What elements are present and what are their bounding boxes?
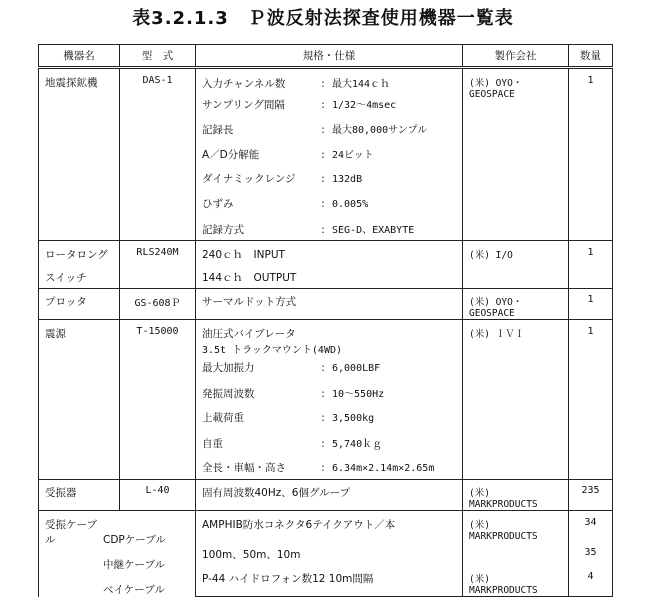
spec-value: 0.005% (332, 198, 369, 210)
table-row: サンプリング間隔 : 1/32〜4msec (39, 92, 613, 117)
maker-cell: (米) MARKPRODUCTS (463, 510, 569, 542)
type-cell: L-40 (120, 479, 196, 510)
spec-value: 132dB (332, 173, 363, 185)
type-cell: RLS240M (120, 241, 196, 289)
maker-cell: (米) I/O (463, 241, 569, 289)
name-cell: 震源 (39, 320, 120, 480)
maker-cell: (米) MARKPRODUCTS (463, 566, 569, 597)
spec-key: 上載荷重 (202, 412, 244, 424)
cable-sub-name: CDPケーブル (103, 533, 166, 546)
qty-cell: 1 (569, 68, 613, 241)
table-row: 発振周波数 : 10〜550Hz (39, 381, 613, 406)
spec-value: 1/32〜4msec (332, 99, 397, 111)
spec-key: 全長・車幅・高さ (202, 462, 286, 474)
maker-cell: (米) OYO・GEOSPACE (463, 289, 569, 320)
spec-key: ダイナミックレンジ (202, 172, 296, 185)
spec-cell: P-44 ハイドロフォン数12 10m間隔 (196, 566, 463, 597)
spec-value: 6.34m×2.14m×2.65m (332, 463, 435, 474)
spec-key: 自重 (202, 438, 223, 450)
table-row: 全長・車幅・高さ : 6.34m×2.14m×2.65m (39, 456, 613, 479)
maker-cell (463, 542, 569, 566)
table-row: 上載荷重 : 3,500kg (39, 406, 613, 431)
spec-value: SEG-D、EXABYTE (332, 224, 415, 236)
equipment-table (38, 44, 613, 597)
qty-cell: 1 (569, 320, 613, 480)
spec-cell: サーマルドット方式 (196, 289, 463, 320)
name-cell: 受振ケーブル (45, 518, 97, 546)
table-title: 表3.2.1.3 Ｐ波反射法探査使用機器一覧表 (132, 8, 514, 29)
table-row (39, 320, 613, 357)
header-name: 機器名 (39, 45, 120, 68)
spec-value: 最大80,000サンプル (332, 124, 428, 136)
spec-value: 6,000LBF (332, 363, 381, 374)
spec-value: 24ビット (332, 149, 374, 161)
spec-key: 記録方式 (202, 223, 244, 236)
spec-value: 10〜550Hz (332, 389, 385, 400)
table-row: A／D分解能 : 24ビット (39, 142, 613, 167)
qty-cell: 35 (569, 542, 613, 566)
name-cell: スイッチ (39, 266, 120, 289)
table-row (39, 241, 613, 266)
table-row: 記録長 : 最大80,000サンプル (39, 117, 613, 142)
cable-sub-name: 中継ケーブル (103, 558, 166, 571)
header-spec: 規格・仕様 (196, 45, 463, 68)
table-row: 記録方式 : SEG-D、EXABYTE (39, 217, 613, 241)
table-row (39, 289, 613, 320)
spec-key: A／D分解能 (202, 148, 260, 161)
spec-cell: 240ｃｈ INPUT (196, 241, 463, 266)
spec-key: ひずみ (202, 197, 234, 210)
spec-cell: 固有周波数40Hz、6個グループ (196, 479, 463, 510)
name-cell: プロッタ (39, 289, 120, 320)
table-row: 自重 : 5,740ｋｇ (39, 431, 613, 456)
type-cell: DAS-1 (120, 68, 196, 241)
type-cell: GS-608Ｐ (120, 289, 196, 320)
name-cell: 地震探鉱機 (39, 68, 120, 241)
spec-cell: AMPHIB防水コネクタ6テイクアウト／本 (196, 510, 463, 542)
spec-cell: 144ｃｈ OUTPUT (196, 266, 463, 289)
spec-key: 油圧式バイブレータ (202, 328, 296, 340)
table-row: 地震探鉱機 DAS-1 入力チャンネル数 : 最大144ｃｈ (米) OYO・GEOSPACE 1 (39, 68, 613, 92)
header-row (39, 45, 613, 68)
header-qty: 数量 (569, 45, 613, 68)
spec-value: 5,740ｋｇ (332, 439, 383, 450)
spec-key: 最大加振力 (202, 362, 255, 374)
table-row: 最大加振力 : 6,000LBF (39, 356, 613, 381)
qty-cell: 34 (569, 510, 613, 542)
spec-value: 3,500kg (332, 413, 375, 424)
maker-cell: (米) MARKPRODUCTS (463, 479, 569, 510)
spec-key: 記録長 (202, 123, 234, 136)
qty-cell: 235 (569, 479, 613, 510)
table-row (39, 479, 613, 510)
qty-cell: 4 (569, 566, 613, 597)
maker-cell: (米) OYO・GEOSPACE (463, 68, 569, 241)
qty-cell: 1 (569, 241, 613, 289)
table-row: ダイナミックレンジ : 132dB (39, 167, 613, 192)
cable-sub-name: ベイケーブル (103, 583, 165, 596)
spec-key: 入力チャンネル数 (202, 78, 286, 90)
header-maker: 製作会社 (463, 45, 569, 68)
spec-key: 発振周波数 (202, 388, 255, 400)
maker-cell: (米) ＩＶＩ (463, 320, 569, 480)
spec-cell: 100m、50m、10m (196, 542, 463, 566)
spec-value: 最大144ｃｈ (332, 79, 391, 90)
table-row (39, 510, 613, 542)
spec-key: サンプリング間隔 (202, 98, 285, 111)
spec-value: 3.5t トラックマウント(4WD) (202, 345, 343, 356)
qty-cell: 1 (569, 289, 613, 320)
type-cell: T-15000 (120, 320, 196, 480)
name-cell: ロータロング (39, 241, 120, 266)
header-type: 型 式 (120, 45, 196, 68)
name-cell: 受振器 (39, 479, 120, 510)
table-row: ひずみ : 0.005% (39, 192, 613, 217)
